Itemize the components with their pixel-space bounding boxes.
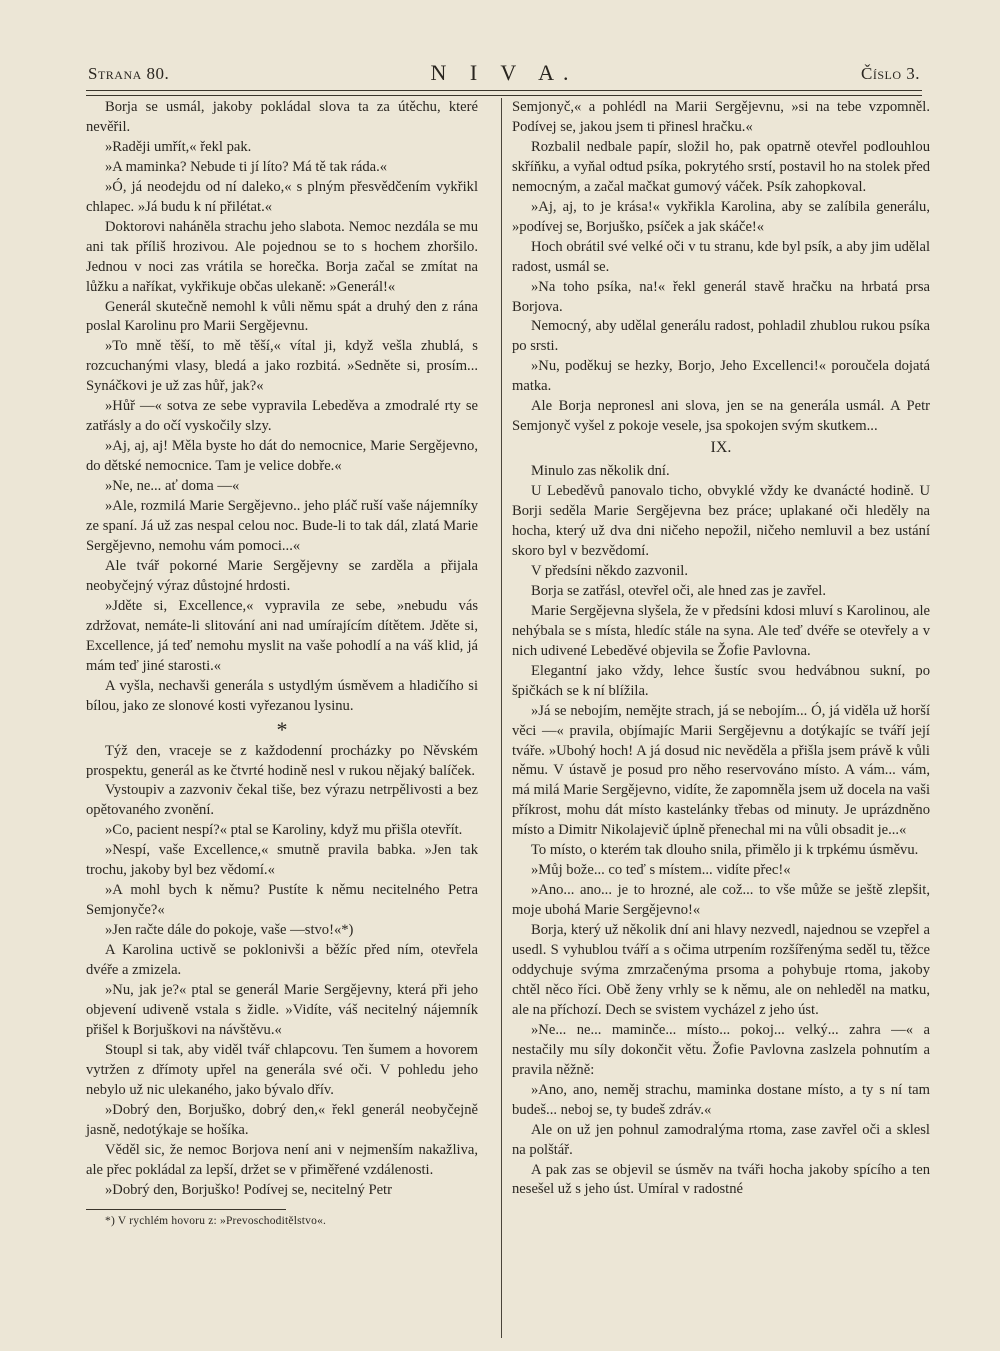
paragraph: »Ó, já neodejdu od ní daleko,« s plným přesvědčením vykřikl chlapec. »Já budu k ní přilétat.«: [86, 178, 478, 215]
paragraph: »A maminka? Nebude ti jí líto? Má tě tak ráda.«: [105, 158, 388, 175]
section-separator: *: [276, 716, 288, 742]
header-rule: [86, 90, 922, 91]
paragraph: Týž den, vraceje se z každodenní procházky po Něvském prospektu, generál as ke čtvrté hodině nesl v rukou nějaký balíček.: [86, 742, 478, 779]
paragraph: »Ale, rozmilá Marie Sergějevno.. jeho pláč ruší vaše nájemníky ze spaní. Já už zas nespal celou noc. Bude-li to tak dál, zlatá Marie Sergějevno, nemohu vám pomoci...«: [86, 498, 478, 554]
paragraph: »A mohl bych k němu? Pustíte k němu necitelného Petra Semjonyče?«: [86, 882, 478, 919]
page-number: Strana 80.: [88, 64, 170, 83]
paragraph: Věděl sic, že nemoc Borjova není ani v nejmenším nakažliva, ale přec pokládal za lepší, držet se v přiměřené vzdálenosti.: [86, 1141, 478, 1178]
paragraph: »To mně těší, to mě těší,« vítal ji, když vešla zhublá, s rozcuchanými vlasy, bledá a jako rozbitá. »Sedněte si, prosím... Synáčkovi je už zas hůř, jak?«: [86, 338, 478, 395]
paragraph: »Ano... ano... je to hrozné, ale což... to vše může se ještě zlepšit, moje ubohá Marie Sergějevno!«: [512, 882, 930, 919]
header-rule-thin: [86, 95, 922, 96]
paragraph: Hoch obrátil své velké oči v tu stranu, kde byl psík, a aby jim udělal radost, usmál se.: [512, 238, 930, 275]
paragraph: »Nu, poděkuj se hezky, Borjo, Jeho Excellenci!« poroučela dojatá matka.: [512, 358, 930, 395]
paragraph: Ale tvář pokorné Marie Sergějevny se zarděla a přijala neobyčejný výraz důstojné hrdosti.: [86, 557, 478, 594]
paragraph: »Dobrý den, Borjuško! Podívej se, necitelný Petr: [105, 1181, 392, 1198]
chapter-number: IX.: [710, 439, 732, 457]
paragraph: Vystoupiv a zazvoniv čekal tiše, bez výrazu netrpělivosti a bez opětovaného zvonění.: [86, 782, 478, 819]
column-divider: [501, 98, 502, 1338]
paragraph: »Hůř —« sotva ze sebe vypravila Lebeděva a zmodralé rty se zatřásly a do očí vyskočily slzy.: [86, 398, 478, 435]
issue-number: Číslo 3.: [860, 64, 920, 83]
left-column: [86, 98, 478, 1229]
footnote: *) V rychlém hovoru z: »Prevoschoditělstvo«.: [105, 1215, 327, 1228]
paragraph: »Můj bože... co teď s místem... vidíte přec!«: [531, 862, 791, 879]
paragraph: To místo, o kterém tak dlouho snila, přimělo ji k trpkému úsměvu.: [531, 842, 919, 859]
paragraph: »Ne... ne... maminče... místo... pokoj... velký... zahra —« a nestačily mu síly dokončit větu. Žofie Pavlovna zaslzela pohnutím a pravila něžně:: [512, 1021, 930, 1078]
paragraph: Ale Borja nepronesl ani slova, jen se na generála usmál. A Petr Semjonyč vyšel z pokoje vesele, jsa spokojen svým skutkem...: [512, 398, 930, 435]
paragraph: Rozbalil nedbale papír, složil ho, pak opatrně otevřel podlouhlou skříňku, a vyňal odtud psíka, pokrytého srstí, postavil ho na stolek před nemocným, a začal mačkat gumový váček. Psík zahopkoval.: [512, 138, 930, 195]
paragraph: Minulo zas několik dní.: [531, 463, 670, 480]
paragraph: »Aj, aj, aj! Měla byste ho dát do nemocnice, Marie Sergějevno, do dětské nemocnice. Tam je velice dobře.«: [86, 438, 478, 475]
paragraph: A Karolina uctivě se poklonivši a běžíc před ním, otevřela dvéře a zmizela.: [86, 942, 478, 979]
paragraph: Doktorovi naháněla strachu jeho slabota. Nemoc nezdála se mu ani tak příliš hrozivou. Ale pojednou se to s hochem zhoršilo. Jednou v noci zas vrátila se horečka. Borja začal se zmítat na lůžku a naříkat, vykřikuje občas ulekaně: »Generál!«: [86, 218, 478, 295]
journal-title: N I V A.: [430, 60, 578, 85]
paragraph: Borja se usmál, jakoby pokládal slova ta za útěchu, které nevěřil.: [86, 99, 478, 135]
paragraph: Nemocný, aby udělal generálu radost, pohladil zhublou rukou psíka po srsti.: [512, 318, 930, 355]
paragraph: »Jen račte dále do pokoje, vaše —stvo!«*): [105, 922, 354, 939]
paragraph: »Ne, ne... ať doma —«: [105, 478, 240, 495]
paragraph: »Jděte si, Excellence,« vypravila ze sebe, »nebudu vás zdržovat, nemáte-li slitování ani nad umírajícím dítětem. Jděte si, Excellence, já teď nemohu myslit na vaše pohodlí a na váš klid, já mám teď jiné starosti.«: [86, 597, 478, 674]
paragraph: Semjonyč,« a pohlédl na Marii Sergějevnu, »si na tebe vzpomněl. Podívej se, jakou jsem ti přinesl hračku.«: [512, 99, 930, 135]
paragraph: »Nu, jak je?« ptal se generál Marie Sergějevny, která při jeho objevení udiveně vstala s židle. »Vidíte, váš necitelný nájemník přišel k Borjuškovi na návštěvu.«: [86, 981, 478, 1038]
page-header: [88, 60, 920, 88]
footnote-rule: [86, 1209, 286, 1210]
paragraph: Marie Sergějevna slyšela, že v předsíni kdosi mluví s Karolinou, ale nehýbala se s místa, hledíc stále na syna. Ale teď dvéře se otevřely a v nich udivené Lebeděvé objevila se Žofie Pavlovna.: [512, 602, 930, 659]
paragraph: A vyšla, nechavši generála s ustydlým úsměvem a hladičího si bílou, jako ze slonové kosti vyřezanou lysinu.: [86, 677, 478, 714]
right-column: [512, 98, 930, 1200]
paragraph: »Nespí, vaše Excellence,« smutně pravila babka. »Jen tak trochu, jakoby byl bez vědomí.«: [86, 842, 478, 879]
paragraph: »Dobrý den, Borjuško, dobrý den,« řekl generál neobyčejně jasně, nedotýkaje se hošíka.: [86, 1101, 478, 1138]
paragraph: »Já se nebojím, nemějte strach, já se nebojím... Ó, já viděla už horší věci —« pravila, objímajíc Marii Sergějevnu a dotýkajíc se tváří její tváře. »Ubohý hoch! A já dosud nic nevěděla a přišla jsem právě k vůli němu. V ústavě je posud pro něho reservováno místo. A vám... vám, má milá Marie Sergějevno, vidíte, že zapomněla jsem už docela na vaši příkrost, mohu dát místo kastelánky třebas od minuty. Je uprázdněno místo a Dimitr Nikolajevič úplně přenechal mi na vůli obsadit je...«: [512, 702, 930, 839]
paragraph: Borja se zatřásl, otevřel oči, ale hned zas je zavřel.: [531, 582, 826, 599]
paragraph: Borja, který už několik dní ani hlavy nezvedl, najednou se vzepřel a usedl. S vyhublou tváří a s očima utrpením rozšířenýma seděl tu, těžce oddychuje svýma zmrzačenýma prsoma a pohybuje rtoma, jakoby chtěl něco říci. Obě ženy vrhly se k němu, ale on nehleděl na matku, ale na příchozí. Dech se svistem vycházel z jeho úst.: [512, 922, 930, 1018]
paragraph: Generál skutečně nemohl k vůli němu spát a druhý den z rána poslal Karolinu pro Marii Sergějevnu.: [86, 298, 478, 335]
paragraph: Ale on už jen pohnul zamodralýma rtoma, zase zavřel oči a sklesl na polštář.: [512, 1121, 930, 1158]
paragraph: Stoupl si tak, aby viděl tvář chlapcovu. Ten šumem a hovorem vytržen z dřímoty upřel na generála své oči. V pohledu jeho nebylo už nic ulekaného, jako bývalo dřív.: [86, 1041, 478, 1098]
paragraph: U Lebeděvů panovalo ticho, obvyklé vždy ke dvanácté hodině. U Borji seděla Marie Sergějevna bez práce; uplakané oči hleděly na hocha, který už dva dni ničeho nepožil, ničeho nemluvil a bez ustání skoro byl v bezvědomí.: [512, 483, 930, 559]
paragraph: »Ano, ano, neměj strachu, maminka dostane místo, a ty s ní tam budeš... neboj se, ty budeš zdráv.«: [512, 1081, 930, 1118]
paragraph: Elegantní jako vždy, lehce šustíc svou hedvábnou sukní, po špičkách se k ní blížila.: [512, 662, 930, 699]
paragraph: »Co, pacient nespí?« ptal se Karoliny, když mu přišla otevřít.: [105, 822, 463, 839]
paragraph: V předsíni někdo zazvonil.: [531, 562, 688, 579]
paragraph: A pak zas se objevil se úsměv na tváři hocha jakoby spícího a ten nesešel už s jeho úst. Umíral v radostné: [512, 1161, 930, 1198]
paragraph: »Raději umřít,« řekl pak.: [105, 138, 252, 155]
paragraph: »Na toho psíka, na!« řekl generál stavě hračku na hrbatá prsa Borjova.: [512, 278, 930, 315]
paragraph: »Aj, aj, to je krása!« vykřikla Karolina, aby se zalíbila generálu, »podívej se, Borjuško, psíček a jak skáče!«: [512, 198, 930, 235]
